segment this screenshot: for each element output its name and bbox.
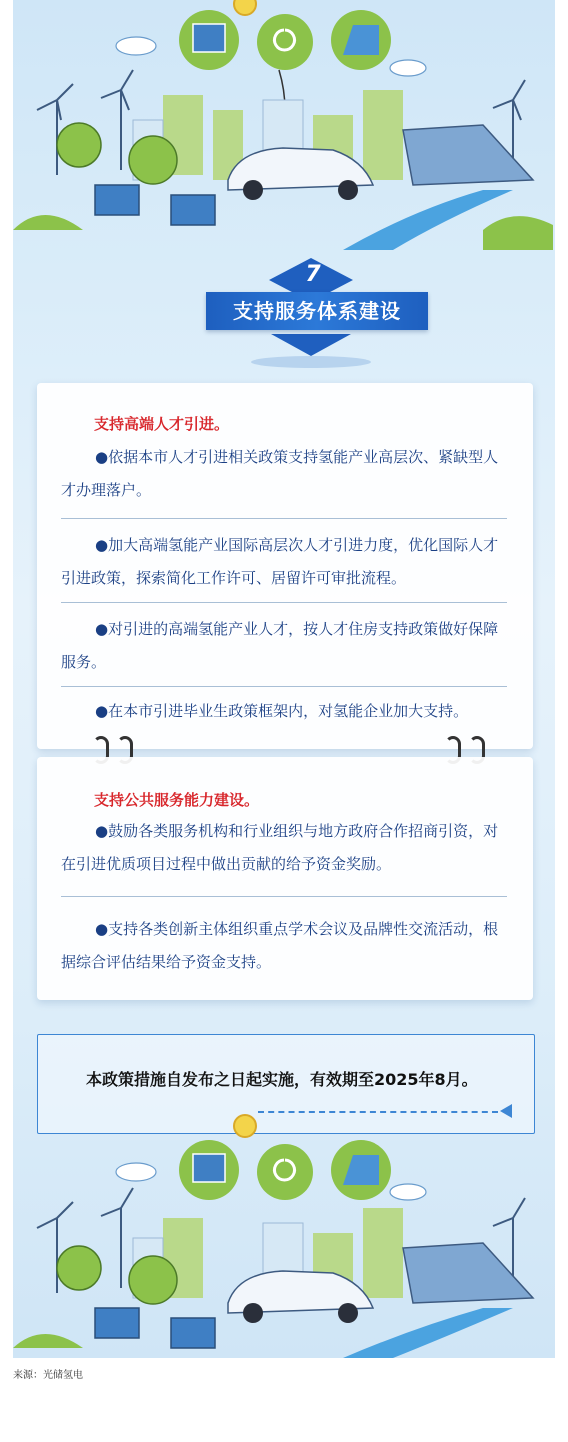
list-item: ●鼓励各类服务机构和行业组织与地方政府合作招商引资，对在引进优质项目过程中做出贡献的给予资金奖励。 [61,822,499,873]
list-item: ●加大高端氢能产业国际高层次人才引进力度，优化国际人才引进政策，探索简化工作许可、居留许可审批流程。 [61,536,499,587]
list-item: ●在本市引进毕业生政策框架内，对氢能企业加大支持。 [95,702,469,720]
section-number: 7 [305,262,321,287]
public-service-card-title: 支持公共服务能力建设。 [94,791,260,809]
divider [61,518,507,519]
poster [13,0,555,1358]
divider [61,602,507,603]
divider [61,686,507,687]
clean-energy-illustration-top [13,0,555,250]
list-item: ●对引进的高端氢能产业人才，按人才住房支持政策做好保障服务。 [61,620,499,671]
list-item: ●支持各类创新主体组织重点学术会议及品牌性交流活动，根据综合评估结果给予资金支持。 [61,920,499,971]
section-title: 支持服务体系建设 [206,292,428,330]
list-item: ●依据本市人才引进相关政策支持氢能产业高层次、紧缺型人才办理落户。 [61,448,499,499]
talent-card-title: 支持高端人才引进。 [94,415,230,433]
validity-text: 本政策措施自发布之日起实施，有效期至2025年8月。 [86,1070,478,1089]
clean-energy-illustration-bottom [13,1108,555,1358]
source-credit: 来源：光储氢电 [13,1370,83,1381]
divider [61,896,507,897]
talent-card [37,383,533,749]
public-service-card [37,757,533,1000]
